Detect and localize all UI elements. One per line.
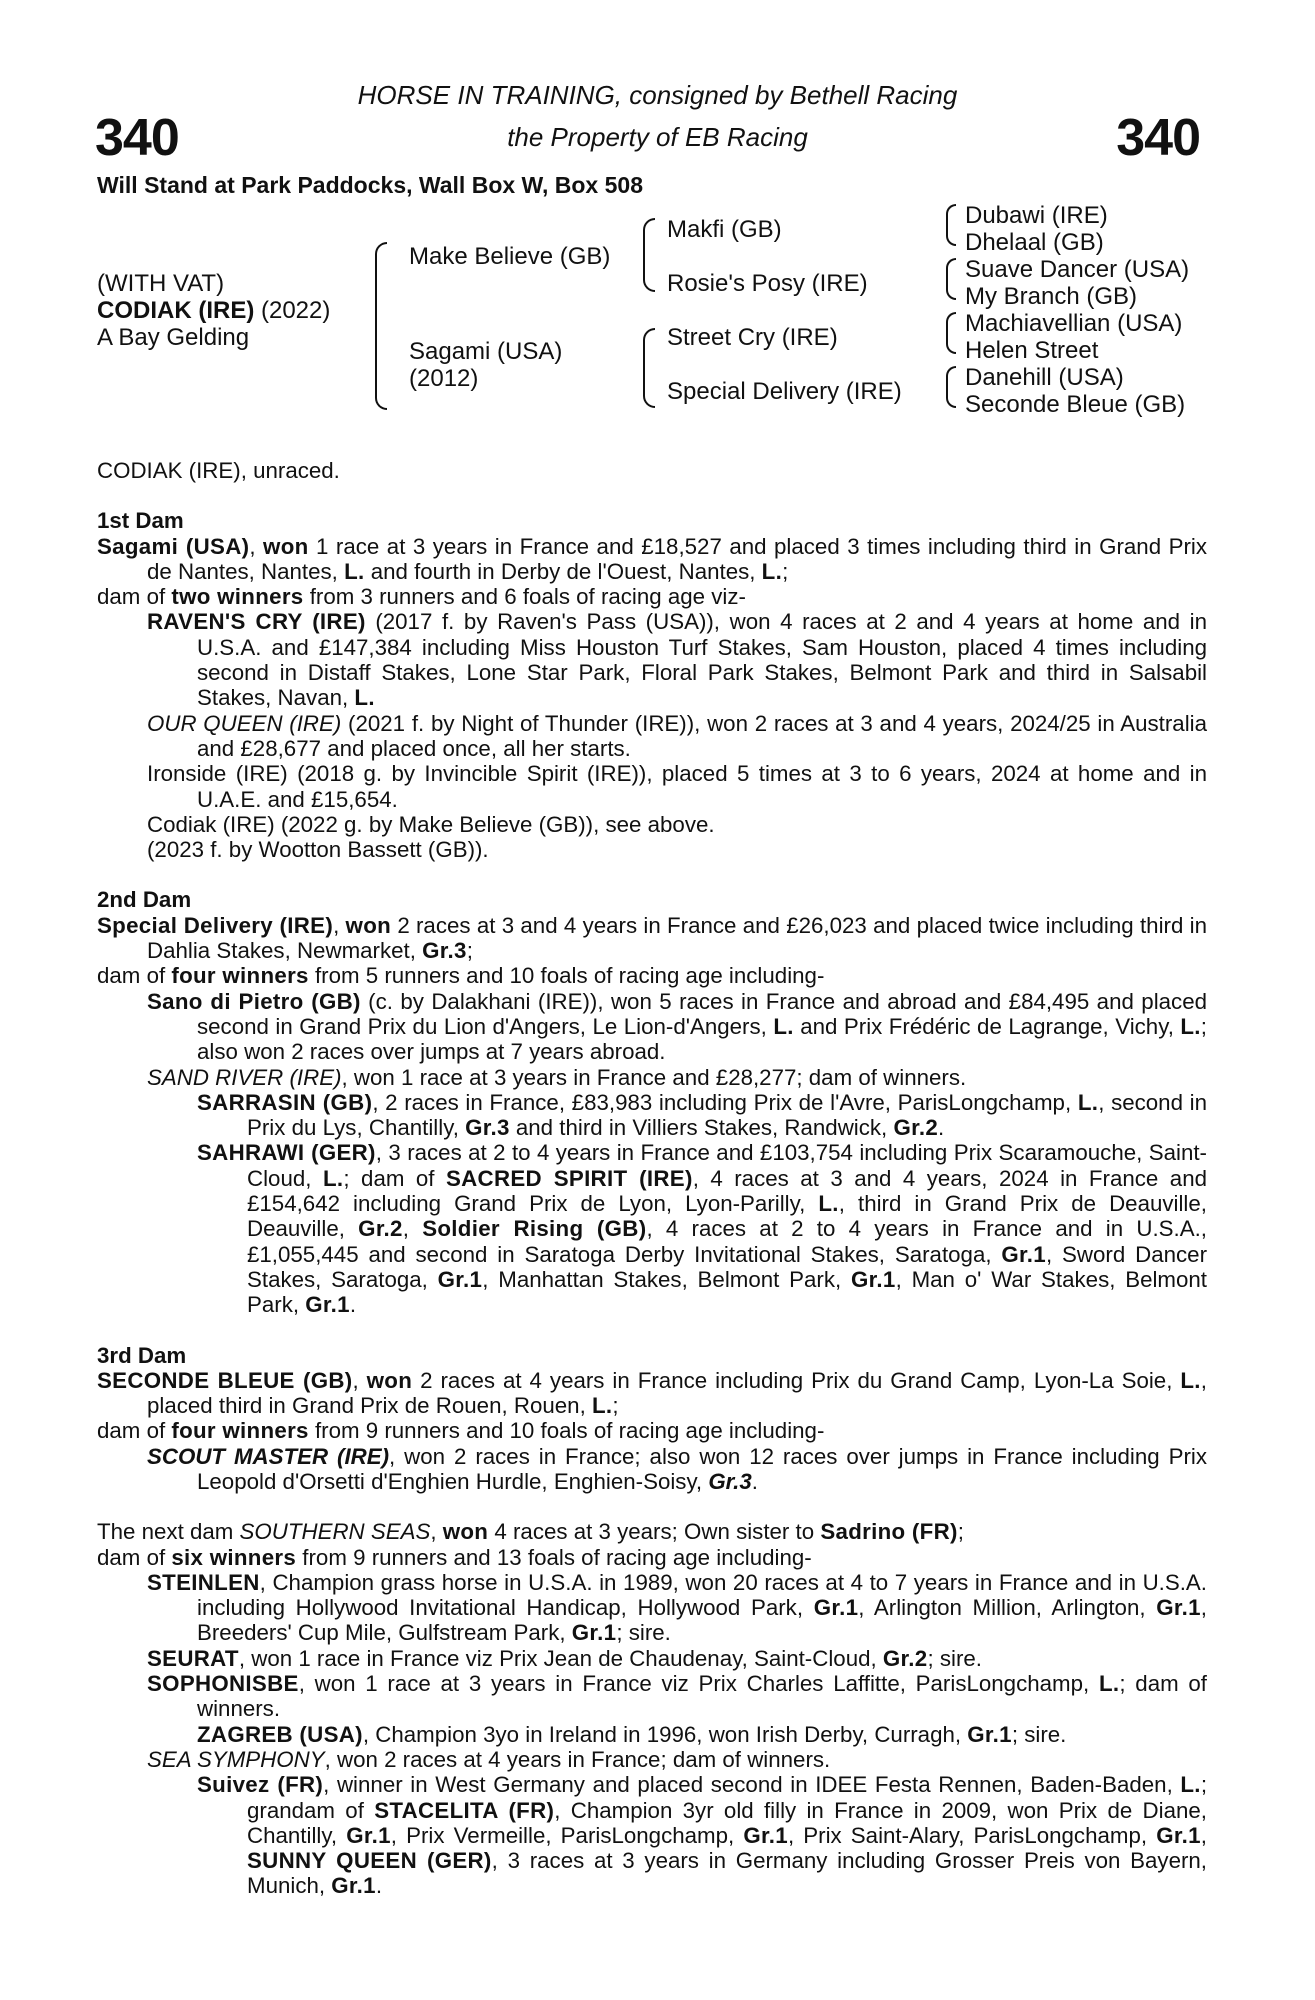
gen3-2: Rosie's Posy (IRE) bbox=[667, 270, 868, 297]
pedigree-brace-3b bbox=[946, 258, 956, 300]
catalogue-body bbox=[97, 458, 1207, 1899]
next-dam-produce-summary: dam of six winners from 9 runners and 13 foals of racing age including- bbox=[97, 1544, 812, 1570]
horse-year: (2022) bbox=[254, 297, 331, 324]
gen4-8: Seconde Bleue (GB) bbox=[965, 391, 1186, 418]
produce-sand-river: SAND RIVER (IRE), won 1 race at 3 years in France and £28,277; dam of winners. bbox=[147, 1064, 967, 1090]
first-dam-entry: Sagami (USA), won 1 race at 3 years in France and £18,527 and placed 3 times including third in Grand Prix de Nantes, Nantes, L. and fourth in Derby de l'Ouest, Nantes, L.; bbox=[97, 533, 1207, 584]
produce-zagreb: ZAGREB (USA), Champion 3yo in Ireland in 1996, won Irish Derby, Curragh, Gr.1; sire. bbox=[197, 1721, 1067, 1747]
gen4-2: Dhelaal (GB) bbox=[965, 229, 1104, 256]
third-dam-produce-summary: dam of four winners from 9 runners and 10 foals of racing age including- bbox=[97, 1418, 825, 1444]
produce-sea-symphony: SEA SYMPHONY, won 2 races at 4 years in France; dam of winners. bbox=[147, 1746, 831, 1772]
gen4-6: Helen Street bbox=[965, 337, 1099, 364]
gen4-1: Dubawi (IRE) bbox=[965, 202, 1108, 229]
produce-our-queen: OUR QUEEN (IRE) (2021 f. by Night of Thunder (IRE)), won 2 races at 3 and 4 years, 2024/25 in Australia and £28,677 and placed once, all her starts. bbox=[147, 710, 1208, 761]
gen3-4: Special Delivery (IRE) bbox=[667, 378, 902, 405]
produce-steinlen: STEINLEN, Champion grass horse in U.S.A. in 1989, won 20 races at 4 to 7 years in France and in U.S.A. including Hollywood Invitational Handicap, Hollywood Park, Gr.1, Arlington Million, Arlington, Gr.1, Breeders' Cup Mile, Gulfstream Park, Gr.1; sire. bbox=[147, 1569, 1207, 1646]
property-line: the Property of EB Racing bbox=[507, 122, 808, 152]
produce-sano-di-pietro: Sano di Pietro (GB) (c. by Dalakhani (IRE)), won 5 races in France and abroad and £84,495 and placed second in Grand Prix du Lion d'Angers, Le Lion-d'Angers, L. and Prix Frédéric de Lagrange, Vichy, L.; also won 2 races over jumps at 7 years abroad. bbox=[147, 988, 1207, 1065]
second-dam-entry: Special Delivery (IRE), won 2 races at 3 and 4 years in France and £26,023 and placed twice including third in Dahlia Stakes, Newmarket, Gr.3; bbox=[97, 912, 1207, 964]
lot-number-right: 340 bbox=[1116, 109, 1200, 167]
horse-name: CODIAK (IRE) bbox=[97, 297, 255, 324]
sire-name: Make Believe (GB) bbox=[409, 243, 611, 270]
consignor-line: HORSE IN TRAINING, consigned by Bethell Racing bbox=[357, 80, 958, 110]
horse-description: A Bay Gelding bbox=[97, 324, 250, 351]
lot-number-left: 340 bbox=[95, 109, 179, 167]
pedigree-brace-3a bbox=[946, 204, 956, 246]
produce-sahrawi: SAHRAWI (GER), 3 races at 2 to 4 years in France and £103,754 including Prix Scaramouche, Saint-Cloud, L.; dam of SACRED SPIRIT (IRE), 4 races at 3 and 4 years, 2024 in France and £154,642 including Grand Prix de Lyon, Lyon-Parilly, L., third in Grand Prix de Deauville, Deauville, Gr.2, Soldier Rising (GB), 4 races at 2 to 4 years in France and in U.S.A., £1,055,445 and second in Saratoga Derby Invitational Stakes, Saratoga, Gr.1, Sword Dancer Stakes, Saratoga, Gr.1, Manhattan Stakes, Belmont Park, Gr.1, Man o' War Stakes, Belmont Park, Gr.1. bbox=[197, 1140, 1208, 1318]
pedigree-brace-1 bbox=[375, 242, 387, 410]
horse-name-line bbox=[97, 297, 330, 325]
pedigree-brace-3c bbox=[946, 312, 956, 354]
gen4-3: Suave Dancer (USA) bbox=[965, 256, 1190, 283]
produce-ravens-cry: RAVEN'S CRY (IRE) (2017 f. by Raven's Pass (USA)), won 4 races at 2 and 4 years at home and in U.S.A. and £147,384 including Miss Houston Turf Stakes, Sam Houston, placed 4 times including second in Distaff Stakes, Lone Star Park, Floral Park Stakes, Belmont Park and third in Salsabil Stakes, Navan, L. bbox=[147, 609, 1207, 711]
third-dam-entry: SECONDE BLEUE (GB), won 2 races at 4 years in France including Prix du Grand Camp, Lyon-La Soie, L., placed third in Grand Prix de Rouen, Rouen, L.; bbox=[97, 1367, 1207, 1419]
gen4-7: Danehill (USA) bbox=[965, 364, 1124, 391]
vat-note: (WITH VAT) bbox=[97, 270, 225, 297]
gen4-4: My Branch (GB) bbox=[965, 283, 1138, 310]
next-dam-entry: The next dam SOUTHERN SEAS, won 4 races at 3 years; Own sister to Sadrino (FR); bbox=[97, 1519, 964, 1545]
third-dam-heading: 3rd Dam bbox=[97, 1342, 187, 1368]
dam-name: Sagami (USA) bbox=[409, 338, 563, 365]
produce-sophonisbe: SOPHONISBE, won 1 race at 3 years in France viz Prix Charles Laffitte, ParisLongchamp, L.; dam of winners. bbox=[147, 1671, 1208, 1722]
produce-scout-master: SCOUT MASTER (IRE), won 2 races in France; also won 12 races over jumps in France including Prix Leopold d'Orsetti d'Enghien Hurdle, Enghien-Soisy, Gr.3. bbox=[147, 1443, 1207, 1494]
first-dam-produce-summary: dam of two winners from 3 runners and 6 foals of racing age viz- bbox=[97, 584, 746, 610]
pedigree-brace-2a bbox=[643, 218, 655, 292]
pedigree-brace-2b bbox=[643, 328, 655, 408]
second-dam-heading: 2nd Dam bbox=[97, 887, 192, 913]
gen3-3: Street Cry (IRE) bbox=[667, 324, 838, 351]
produce-sarrasin: SARRASIN (GB), 2 races in France, £83,983 including Prix de l'Avre, ParisLongchamp, L., second in Prix du Lys, Chantilly, Gr.3 and third in Villiers Stakes, Randwick, Gr.2. bbox=[197, 1089, 1208, 1141]
produce-ironside: Ironside (IRE) (2018 g. by Invincible Spirit (IRE)), placed 5 times at 3 to 6 years, 2024 at home and in U.A.E. and £15,654. bbox=[147, 761, 1207, 812]
second-dam-produce-summary: dam of four winners from 5 runners and 10 foals of racing age including- bbox=[97, 963, 825, 989]
produce-seurat: SEURAT, won 1 race in France viz Prix Jean de Chaudenay, Saint-Cloud, Gr.2; sire. bbox=[147, 1645, 982, 1671]
produce-suivez: Suivez (FR), winner in West Germany and placed second in IDEE Festa Rennen, Baden-Baden, L.; grandam of STACELITA (FR), Champion 3yr old filly in France in 2009, won Prix de Diane, Chantilly, Gr.1, Prix Vermeille, ParisLongchamp, Gr.1, Prix Saint-Alary, ParisLongchamp, Gr.1, SUNNY QUEEN (GER), 3 races at 3 years in Germany including Grosser Preis von Bayern, Munich, Gr.1. bbox=[197, 1772, 1208, 1899]
pedigree-brace-3d bbox=[946, 366, 956, 408]
dam-year: (2012) bbox=[409, 365, 479, 392]
intro-line: CODIAK (IRE), unraced. bbox=[97, 458, 340, 483]
gen3-1: Makfi (GB) bbox=[667, 216, 782, 243]
stand-location: Will Stand at Park Paddocks, Wall Box W, Box 508 bbox=[97, 172, 643, 198]
gen4-5: Machiavellian (USA) bbox=[965, 310, 1183, 337]
produce-2023-filly: (2023 f. by Wootton Bassett (GB)). bbox=[147, 837, 489, 863]
first-dam-heading: 1st Dam bbox=[97, 508, 184, 534]
produce-codiak: Codiak (IRE) (2022 g. by Make Believe (GB)), see above. bbox=[147, 811, 715, 837]
